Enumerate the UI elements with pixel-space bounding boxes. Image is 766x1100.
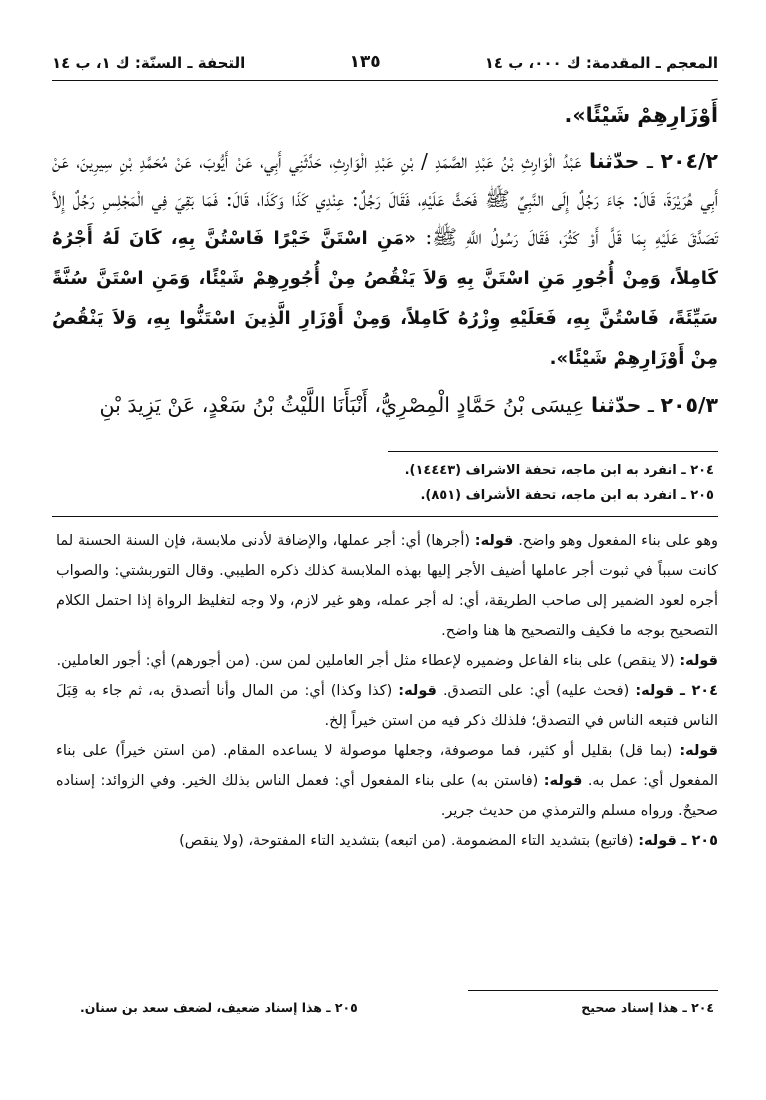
hadith-continuation: أَوْزَارِهِمْ شَيْئًا». xyxy=(564,103,718,127)
hadith-205-body: عِيسَى بْنُ حَمَّادٍ الْمِصْرِيُّ، أَنْبَأَنَا اللَّيْثُ بْنُ سَعْدٍ، عَنْ يَزِيدَ بْنِ xyxy=(99,393,585,417)
footnote-rule xyxy=(388,451,718,452)
hadith-204: ٢٠٤/٢ ـ حدّثنا عَبْدُ الْوَارِثِ بْنُ عَبْدِ الصَّمَدِ / بْنِ عَبْدِ الْوَارِثِ، حَدَّثَنِي أَبِي، عَنْ أَيُّوبَ، عَنْ مُحَمَّدِ بْنِ سِيرِينَ، عَنْ أَبِي هُرَيْرَةَ، قَالَ: جَاءَ رَجُلٌ إِلَى النَّبِيِّ ﷺ فَحَثَّ عَلَيْهِ، فَقَالَ رَجُلٌ: عِنْدِي كَذَا وَكَذَا، قَالَ: فَمَا بَقِيَ فِي الْمَجْلِسِ رَجُلٌ إِلاَّ تَصَدَّقَ عَلَيْهِ بِمَا قَلَّ أَوْ كَثُرَ، فَقَالَ رَسُولُ اللَّهِ ﷺ: «مَنِ اسْتَنَّ خَيْرًا فَاسْتُنَّ بِهِ، كَانَ لَهُ أَجْرُهُ كَامِلاً، وَمِنْ أُجُورِ مَنِ اسْتَنَّ بِهِ وَلاَ يَنْقُصُ مِنْ أُجُورِهِمْ شَيْئًا، وَمَنِ اسْتَنَّ سُنَّةً سَيِّئَةً، فَاسْتُنَّ بِهِ، فَعَلَيْهِ وِزْرُهُ كَامِلاً، وَمِنْ أَوْزَارِ الَّذِينَ اسْتَنُّوا بِهِ، وَلاَ يَنْقُصُ مِنْ أَوْزَارِهِمْ شَيْئًا». xyxy=(52,149,718,369)
commentary-para-5: ٢٠٥ ـ قوله: (فاتبع) بتشديد التاء المضمومة. (من اتبعه) بتشديد التاء المفتوحة، (ولا ينقص) xyxy=(179,833,718,849)
hadith-204-lead: حدّثنا xyxy=(589,149,640,173)
bottom-note-rule xyxy=(468,990,718,991)
commentary-para-3: ٢٠٤ ـ قوله: (فحث عليه) أي: على التصدق. قوله: (كذا وكذا) أي: من المال وأنا أتصدق به، ثم جاء به قِبَلَ الناس فتبعه الناس في التصدق؛ فلذلك ذكر فيه من استن خيراً إلخ. xyxy=(56,683,718,729)
footnote-205: ٢٠٥ ـ انفرد به ابن ماجه، تحفة الأشراف (٨٥١). xyxy=(420,488,714,503)
commentary-para-1: وهو على بناء المفعول وهو واضح. قوله: (أجرها) أي: أجر عملها، والإضافة لأدنى ملابسة، فإن السنة الحسنة لما كانت سبباً في ثبوت أجر عاملها أضيف الأجر إليها بهذه الملابسة كذلك ذكره الطيبي. وقال التوربشتي: والصواب أجره لعود الضمير إلى صاحب الطريقة، أي: له أجر عمله، وهو غير لازم، ولا وجه لتغليظ الرواة إذا احتمل الكلام التصحيح بوجه ما فكيف والتصحيح ها هنا واضح. xyxy=(56,533,719,639)
hadith-204-body: عَبْدُ الْوَارِثِ بْنُ عَبْدِ الصَّمَدِ / بْنِ عَبْدِ الْوَارِثِ، حَدَّثَنِي أَبِي، عَنْ أَيُّوبَ، عَنْ مُحَمَّدِ بْنِ سِيرِينَ، عَنْ أَبِي هُرَيْرَةَ، قَالَ: جَاءَ رَجُلٌ إِلَى النَّبِيِّ ﷺ فَحَثَّ عَلَيْهِ، فَقَالَ رَجُلٌ: عِنْدِي كَذَا وَكَذَا، قَالَ: فَمَا بَقِيَ فِي الْمَجْلِسِ رَجُلٌ إِلاَّ تَصَدَّقَ عَلَيْهِ بِمَا قَلَّ أَوْ كَثُرَ، فَقَالَ رَسُولُ اللَّهِ ﷺ: xyxy=(52,149,718,249)
header-right: المعجم ـ المقدمة: ك ٠٠٠، ب ١٤ xyxy=(484,54,718,72)
hadith-text xyxy=(52,96,718,424)
commentary-rule xyxy=(52,516,718,517)
bottom-notes xyxy=(80,1000,714,1015)
commentary xyxy=(56,526,718,856)
footnotes xyxy=(52,458,714,508)
page-number: ١٣٥ xyxy=(349,52,381,72)
hadith-205-number: ٢٠٥/٣ xyxy=(660,393,718,417)
header-left: التحفة ـ السنّة: ك ١، ب ١٤ xyxy=(52,54,246,72)
hadith-205: ٢٠٥/٣ ـ حدّثنا عِيسَى بْنُ حَمَّادٍ الْمِصْرِيُّ، أَنْبَأَنَا اللَّيْثُ بْنُ سَعْدٍ، عَنْ يَزِيدَ بْنِ xyxy=(99,393,718,417)
hadith-204-number: ٢٠٤/٢ xyxy=(660,149,718,173)
hadith-205-lead: حدّثنا xyxy=(591,393,642,417)
running-header xyxy=(52,40,718,72)
commentary-para-4: قوله: (بما قل) بقليل أو كثير، فما موصوفة، وجعلها موصولة لا يساعده المقام. (من استن خيراً) على بناء المفعول أي: عمل به. قوله: (فاستن به) على بناء المفعول أي: فعمل الناس بذلك الخير. وفي الزوائد: إسناده صحيحٌ. ورواه مسلم والترمذي من حديث جرير. xyxy=(56,743,719,819)
footnote-204: ٢٠٤ ـ انفرد به ابن ماجه، تحفة الاشراف (١٤٤٤٣). xyxy=(404,463,714,478)
bottom-note-205: ٢٠٥ ـ هذا إسناد ضعيف، لضعف سعد بن سنان. xyxy=(80,1000,358,1015)
bottom-note-204: ٢٠٤ ـ هذا إسناد صحيح xyxy=(581,1000,714,1015)
header-rule xyxy=(52,80,718,81)
commentary-para-2: قوله: (لا ينقص) على بناء الفاعل وضميره لإعطاء مثل أجر العاملين لمن سن. (من أجورهم) أي: أجور العاملين. xyxy=(56,653,718,669)
hadith-204-quote: «مَنِ اسْتَنَّ خَيْرًا فَاسْتُنَّ بِهِ، كَانَ لَهُ أَجْرُهُ كَامِلاً، وَمِنْ أُجُورِ مَنِ اسْتَنَّ بِهِ وَلاَ يَنْقُصُ مِنْ أُجُورِهِمْ شَيْئًا، وَمَنِ اسْتَنَّ سُنَّةً سَيِّئَةً، فَاسْتُنَّ بِهِ، فَعَلَيْهِ وِزْرُهُ كَامِلاً، وَمِنْ أَوْزَارِ الَّذِينَ اسْتَنُّوا بِهِ، وَلاَ يَنْقُصُ مِنْ أَوْزَارِهِمْ شَيْئًا». xyxy=(52,228,718,369)
